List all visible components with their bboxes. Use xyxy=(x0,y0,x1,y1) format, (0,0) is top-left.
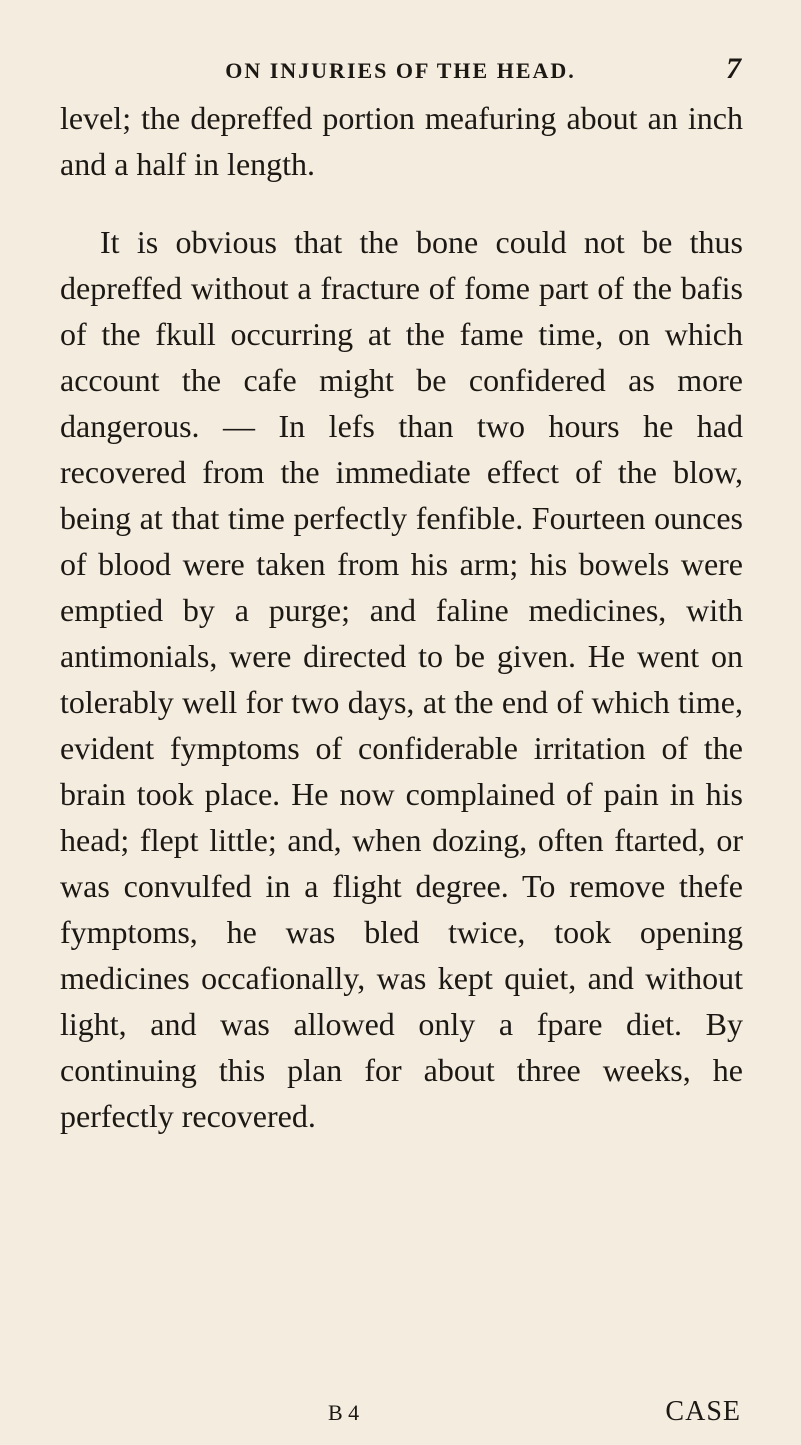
page-number: 7 xyxy=(726,52,741,85)
paragraph-case-narrative: It is obvious that the bone could not be thus depreffed without a fracture of fome part of the bafis of the fkull occurring at the fame time, on which account the cafe might be confidered as more dangerous. — In lefs than two hours he had recovered from the immediate effect of the blow, being at that time perfectly fenfible. Fourteen ounces of blood were taken from his arm; his bowels were emptied by a purge; and faline medicines, with antimonials, were directed to be given. He went on tolerably well for two days, at the end of which time, evident fymptoms of confiderable irritation of the brain took place. He now complained of pain in his head; flept little; and, when dozing, often ftarted, or was convulfed in a flight degree. To remove thefe fymptoms, he was bled twice, took opening medicines occafionally, was kept quiet, and without light, and was allowed only a fpare diet. By continuing this plan for about three weeks, he perfectly recovered. xyxy=(60,224,743,1134)
running-title: ON INJURIES OF THE HEAD. xyxy=(225,58,576,83)
page-header xyxy=(60,50,741,98)
catchword: CASE xyxy=(665,1396,741,1427)
body-text xyxy=(60,95,743,1139)
paragraph-continuation: level; the depreffed portion meafuring about an inch and a half in length. xyxy=(60,100,743,182)
page-footer xyxy=(60,1396,741,1436)
signature-mark: B 4 xyxy=(328,1400,360,1425)
